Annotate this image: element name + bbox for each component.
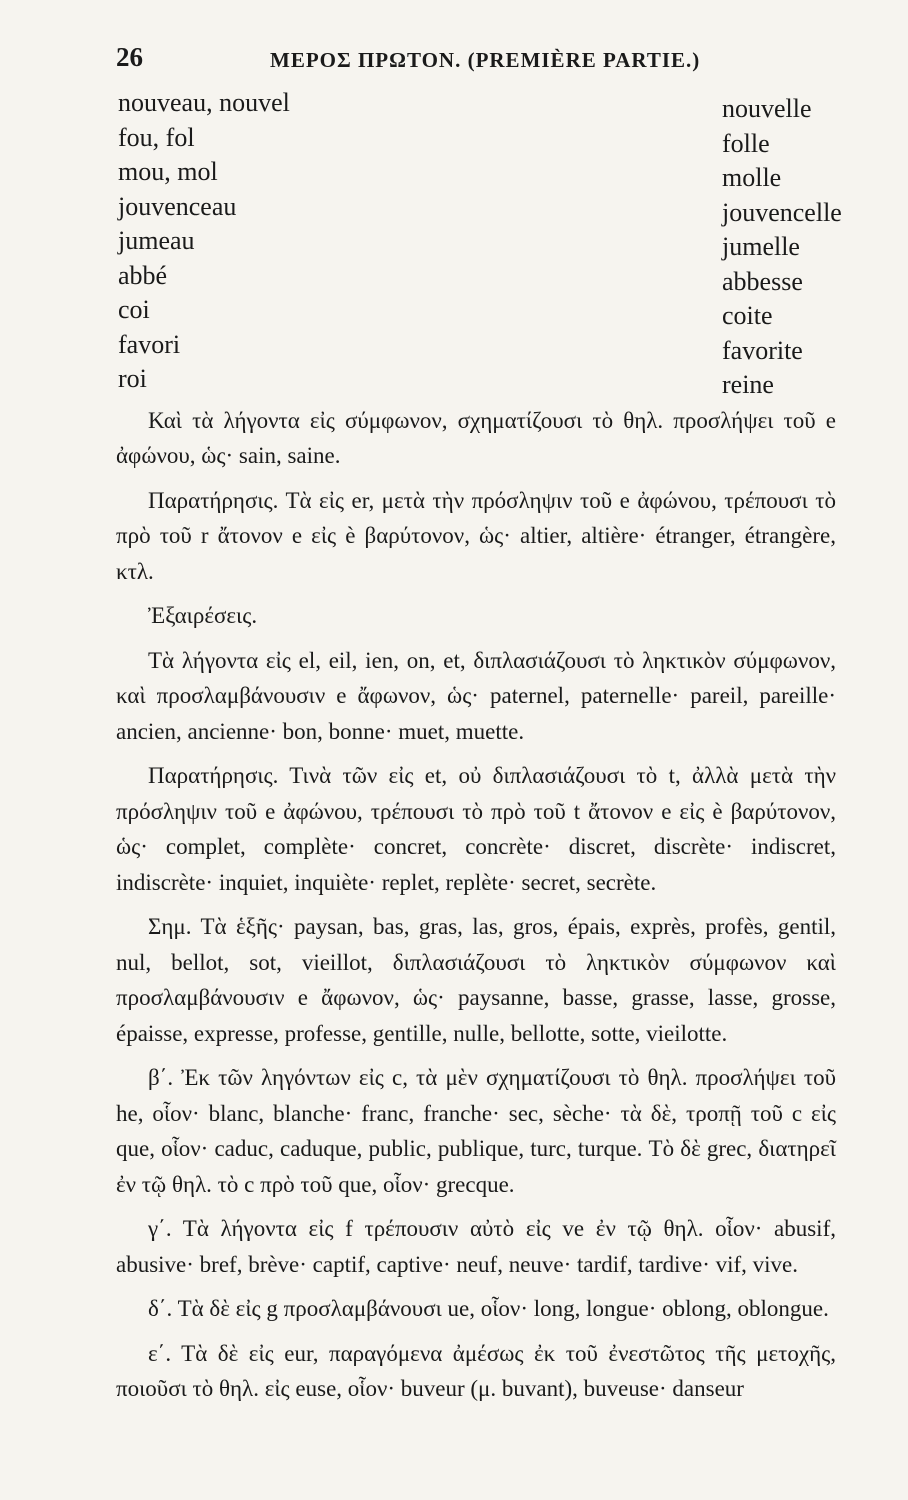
masculine-form: roi: [118, 364, 147, 393]
list-item: [116, 360, 836, 399]
paragraph-er-remark: Παρατήρησις. Τὰ εἰς er, μετὰ τὴν πρόσληψιν τοῦ e ἀφώνου, τρέπουσι τὸ πρὸ τοῦ r ἄτονον e εἰς è βαρύτονον, ὡς· altier, altière· étranger, étrangère, κτλ.: [116, 487, 836, 584]
list-item: [116, 291, 836, 330]
masculine-form: favori: [118, 329, 181, 359]
paragraph-et-remark: Παρατήρησις. Τινὰ τῶν εἰς et, οὐ διπλασιάζουσι τὸ t, ἀλλὰ μετὰ τὴν πρόσληψιν τοῦ e ἀφώνου, τρέπουσι τὸ πρὸ τοῦ t ἄτονον e εἰς è βαρύτονον, ὡς· complet, complète· concret, concrète· discret, discrète· indiscret, indiscrète· inquiet, inquiète· replet, replète· secret, secrète.: [116, 763, 836, 895]
paragraph-consonant-rule: Καὶ τὰ λήγοντα εἰς σύμφωνον, σχηματίζουσι τὸ θηλ. προσλήψει τοῦ e ἀφώνου, ὡς· sain, saine.: [116, 407, 836, 468]
page-number: 26: [116, 42, 143, 72]
list-item: [116, 153, 836, 192]
paragraph-beta: β΄. Ἐκ τῶν ληγόντων εἰς c, τὰ μὲν σχηματίζουσι τὸ θηλ. προσλήψει τοῦ he, οἷον· blanc, blanche· franc, franche· sec, sèche· τὰ δὲ, τροπῇ τοῦ c εἰς que, οἷον· caduc, caduque, public, publique, turc, turque. Τὸ δὲ grec, διατηρεῖ ἐν τῷ θηλ. τὸ c πρὸ τοῦ que, οἷον· grecque.: [116, 1065, 836, 1197]
masculine-form: coi: [118, 295, 150, 324]
paragraph-exceptions-heading: Ἐξαιρέσεις.: [148, 603, 258, 628]
paragraph-gamma: γ΄. Τὰ λήγοντα εἰς f τρέπουσιν αὐτὸ εἰς ve ἐν τῷ θηλ. οἷον· abusif, abusive· bref, brève· captif, captive· neuf, neuve· tardif, tardive· vif, vive.: [116, 1216, 836, 1277]
feminine-form: jumelle: [722, 232, 800, 261]
masculine-form: jouvenceau: [118, 191, 237, 221]
gender-word-list: [116, 84, 842, 399]
feminine-form: reine: [722, 370, 774, 399]
masculine-form: jumeau: [118, 226, 195, 255]
paragraph-delta: δ΄. Τὰ δὲ εἰς g προσλαμβάνουσι ue, οἷον· long, longue· oblong, oblongue.: [148, 1296, 829, 1321]
feminine-form: nouvelle: [722, 94, 812, 123]
list-item: [116, 222, 836, 261]
feminine-form: jouvencelle: [722, 197, 842, 227]
paragraph-doubling-rule: Τὰ λήγοντα εἰς el, eil, ien, on, et, διπλασιάζουσι τὸ ληκτικὸν σύμφωνον, καὶ προσλαμβάνουσιν e ἄφωνον, ὡς· paternel, paternelle· pareil, pareille· ancien, ancienne· bon, bonne· muet, muette.: [116, 647, 836, 744]
list-item: [116, 326, 836, 365]
feminine-form: favorite: [722, 335, 803, 365]
feminine-form: coite: [722, 301, 773, 330]
running-head: ΜΕΡΟΣ ΠΡΩΤΟΝ. (PREMIÈRE PARTIE.): [270, 48, 701, 72]
paragraph-note: Σημ. Τὰ ἑξῆς· paysan, bas, gras, las, gros, épais, exprès, profès, gentil, nul, bellot, sot, vieillot, διπλασιάζουσι τὸ ληκτικὸν σύμφωνον καὶ προσλαμβάνουσιν e ἄφωνον, ὡς· paysanne, basse, grasse, lasse, grosse, épaisse, expresse, professe, gentille, nulle, bellotte, sotte, vieilotte.: [116, 914, 836, 1046]
list-item: [116, 119, 836, 158]
page-header: [116, 40, 836, 84]
feminine-form: abbesse: [722, 266, 803, 296]
list-item: [116, 84, 836, 123]
masculine-form: mou, mol: [118, 157, 218, 186]
paragraph-epsilon: ε΄. Τὰ δὲ εἰς eur, παραγόμενα ἀμέσως ἐκ τοῦ ἐνεστῶτος τῆς μετοχῆς, ποιοῦσι τὸ θηλ. εἰς euse, οἷον· buveur (μ. buvant), buveuse· danseur: [116, 1340, 836, 1401]
masculine-form: nouveau, nouvel: [118, 88, 290, 117]
body-text: [116, 403, 836, 1407]
list-item: [116, 257, 836, 296]
feminine-form: molle: [722, 163, 782, 192]
list-item: [116, 188, 842, 227]
masculine-form: fou, fol: [118, 122, 195, 152]
masculine-form: abbé: [118, 260, 168, 290]
feminine-form: folle: [722, 128, 770, 158]
